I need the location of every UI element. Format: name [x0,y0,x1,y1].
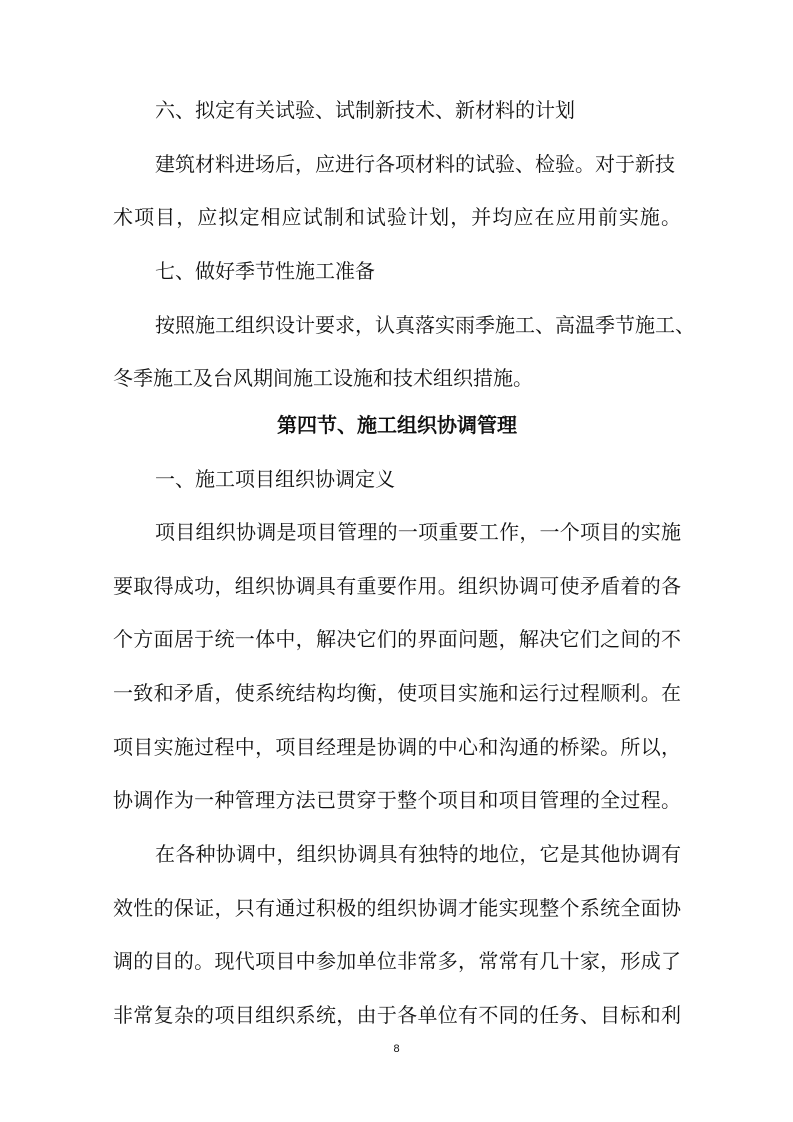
paragraph-line: 项目组织协调是项目管理的一项重要工作，一个项目的实施 [155,520,681,544]
chapter-heading: 第四节、施工组织协调管理 [277,413,517,437]
paragraph-line: 项目实施过程中，项目经理是协调的中心和沟通的桥梁。所以， [113,735,681,759]
paragraph-line: 建筑材料进场后，应进行各项材料的试验、检验。对于新技 [155,152,675,176]
paragraph-line: 在各种协调中，组织协调具有独特的地位，它是其他协调有 [155,842,681,866]
paragraph-line: 一致和矛盾，使系统结构均衡，使项目实施和运行过程顺利。在 [113,681,681,705]
page-number: 8 [393,1043,400,1055]
paragraph-line: 协调作为一种管理方法已贯穿于整个项目和项目管理的全过程。 [113,788,681,812]
section-6-title: 六、拟定有关试验、试制新技术、新材料的计划 [155,98,575,122]
paragraph-line: 个方面居于统一体中，解决它们的界面问题，解决它们之间的不 [113,627,681,651]
section-7-title: 七、做好季节性施工准备 [155,259,375,283]
paragraph-line: 冬季施工及台风期间施工设施和技术组织措施。 [113,366,533,390]
paragraph-line: 调的目的。现代项目中参加单位非常多，常常有几十家，形成了 [113,949,681,973]
subsection-1-title: 一、施工项目组织协调定义 [155,467,395,491]
paragraph-line: 术项目，应拟定相应试制和试验计划，并均应在应用前实施。 [113,205,681,229]
paragraph-line: 按照施工组织设计要求，认真落实雨季施工、高温季节施工、 [155,313,695,337]
paragraph-line: 要取得成功，组织协调具有重要作用。组织协调可使矛盾着的各 [113,574,681,598]
paragraph-line: 效性的保证，只有通过积极的组织协调才能实现整个系统全面协 [113,896,681,920]
paragraph-line: 非常复杂的项目组织系统，由于各单位有不同的任务、目标和利 [113,1003,681,1027]
